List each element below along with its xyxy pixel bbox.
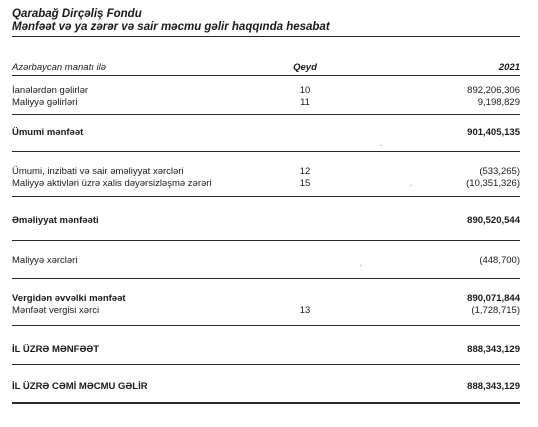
row-value: (1,728,715) bbox=[471, 305, 520, 316]
row-value: 890,071,844 bbox=[467, 293, 520, 304]
report-title: Mənfəət və ya zərər və sair məcmu gəlir haqqında hesabat bbox=[12, 21, 330, 33]
row-value: 9,198,829 bbox=[477, 97, 520, 108]
row-label: İanələrdən gəlirlər bbox=[12, 85, 89, 96]
table-row bbox=[12, 178, 520, 190]
scan-speck bbox=[410, 185, 412, 186]
table-row bbox=[12, 85, 520, 97]
organization-name: Qarabağ Dirçəliş Fondu bbox=[12, 8, 142, 20]
table-row-total bbox=[12, 215, 520, 227]
row-value: 888,343,129 bbox=[467, 381, 520, 392]
row-note: 13 bbox=[299, 305, 311, 316]
bottom-double-rule bbox=[12, 402, 520, 404]
row-value: (448,700) bbox=[479, 255, 520, 266]
row-label: Mənfəət vergisi xərci bbox=[12, 305, 100, 316]
table-row-total bbox=[12, 344, 520, 356]
row-value: (10,351,326) bbox=[466, 178, 520, 189]
section-rule bbox=[12, 114, 520, 115]
row-label: İL ÜZRƏ CƏMİ MƏCMU GƏLİR bbox=[12, 381, 148, 392]
scan-speck bbox=[360, 265, 362, 266]
top-rule bbox=[12, 36, 520, 37]
table-row bbox=[12, 97, 520, 109]
section-rule bbox=[12, 364, 520, 365]
currency-label: Azərbaycan manatı ilə bbox=[12, 62, 106, 73]
row-note: 12 bbox=[299, 166, 311, 177]
note-column-header: Qeyd bbox=[293, 62, 317, 73]
table-row-total bbox=[12, 127, 520, 139]
section-rule bbox=[12, 196, 520, 197]
row-label: İL ÜZRƏ MƏNFƏƏT bbox=[12, 344, 100, 355]
section-rule bbox=[12, 151, 520, 152]
table-row bbox=[12, 166, 520, 178]
table-row-total bbox=[12, 293, 520, 305]
section-rule bbox=[12, 278, 520, 279]
row-note: 11 bbox=[300, 97, 310, 108]
scan-speck bbox=[380, 145, 382, 146]
table-header bbox=[12, 62, 520, 74]
row-value: 890,520,544 bbox=[467, 215, 520, 226]
row-note: 10 bbox=[299, 85, 311, 96]
row-label: Əməliyyat mənfəəti bbox=[12, 215, 99, 226]
row-label: Maliyyə gəlirləri bbox=[12, 97, 78, 108]
row-label: Ümumi, inzibati və sair əməliyyat xərcləri bbox=[12, 166, 184, 177]
row-label: Ümumi mənfəət bbox=[12, 127, 84, 138]
table-row bbox=[12, 305, 520, 317]
row-label: Maliyyə xərcləri bbox=[12, 255, 78, 266]
year-column-header: 2021 bbox=[498, 62, 520, 73]
header-rule bbox=[12, 75, 520, 76]
section-rule bbox=[12, 240, 520, 241]
row-value: 901,405,135 bbox=[467, 127, 520, 138]
row-value: (533,265) bbox=[479, 166, 520, 177]
table-row bbox=[12, 255, 520, 267]
row-label: Vergidən əvvəlki mənfəət bbox=[12, 293, 126, 304]
row-value: 892,206,306 bbox=[467, 85, 520, 96]
row-value: 888,343,129 bbox=[467, 344, 520, 355]
table-row-total bbox=[12, 381, 520, 393]
row-label: Maliyyə aktivləri üzrə xalis dəyərsizləşmə zərəri bbox=[12, 178, 212, 189]
section-rule bbox=[12, 325, 520, 326]
row-note: 15 bbox=[299, 178, 311, 189]
